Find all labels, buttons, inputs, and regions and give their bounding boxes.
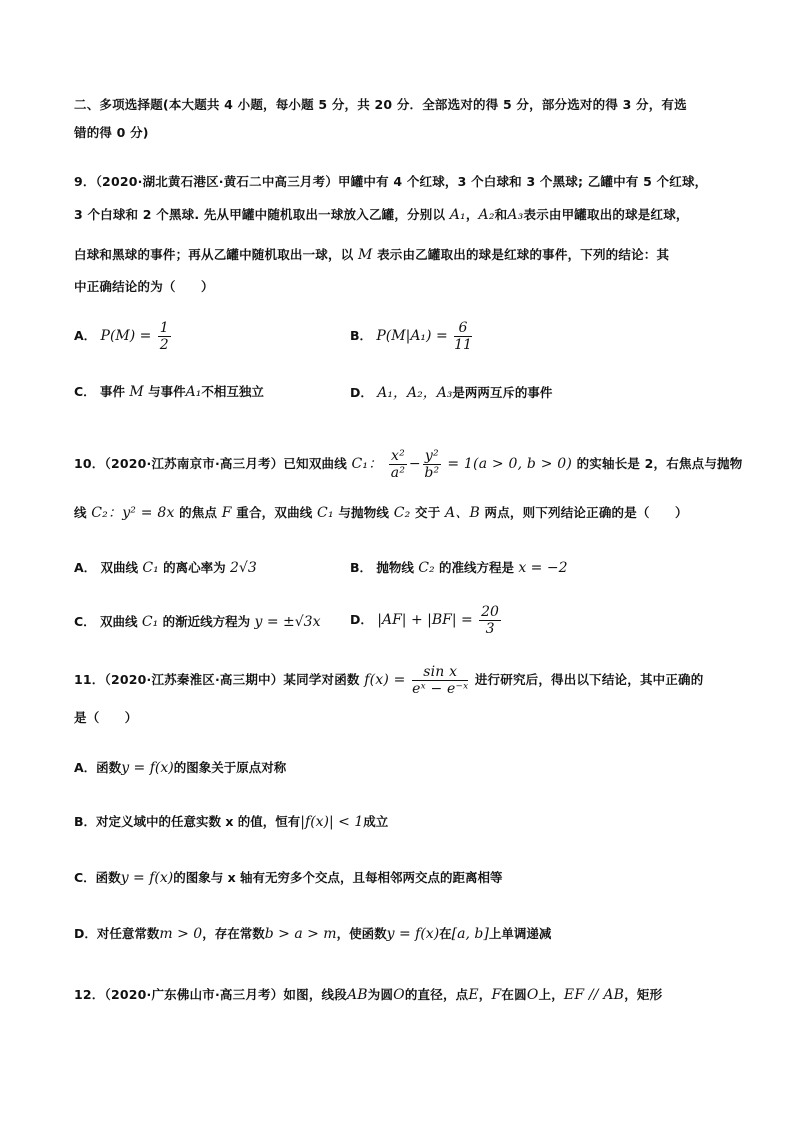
- option-text: 不相互独立: [201, 384, 264, 399]
- q12-symbol-efab: EF // AB: [563, 987, 625, 1003]
- option-math: C₁: [142, 560, 159, 576]
- q9-text: 白球和黑球的事件；再从乙罐中随机取出一球，以: [74, 247, 354, 262]
- option-text: 抛物线: [376, 560, 414, 575]
- q11-option-c: [74, 868, 503, 886]
- q12-text: 的直径，点: [404, 987, 469, 1002]
- option-math: m > 0: [159, 926, 203, 942]
- q12-text: ，矩形: [624, 987, 663, 1002]
- fraction-numerator: x²: [391, 448, 405, 464]
- q9-line-4: 中正确结论的为（ ）: [74, 279, 214, 294]
- q9-text: 表示由甲罐取出的球是红球，: [523, 207, 689, 222]
- option-text: 上单调递减: [488, 926, 552, 941]
- q9-option-a-lhs: P(M) =: [100, 328, 152, 344]
- option-text: 的准线方程是: [438, 560, 514, 575]
- q12-symbol-o: O: [526, 987, 539, 1003]
- option-text: 与事件: [148, 384, 186, 399]
- q9-option-b: [350, 320, 474, 353]
- q11-text: 11．（2020·江苏秦淮区·高三期中）某同学对函数: [74, 672, 360, 687]
- option-text: 是两两互斥的事件: [452, 385, 553, 400]
- q11-option-b: [74, 812, 388, 830]
- q10-c2-equation: C₂：y² = 8x: [91, 505, 175, 521]
- q10-symbol-f: F: [221, 505, 232, 521]
- q12-text: 在圆: [501, 987, 527, 1002]
- q9-option-a: [74, 320, 173, 353]
- option-value: y = ±√3x: [254, 614, 321, 630]
- option-text: 双曲线: [100, 560, 139, 575]
- option-label: B．: [350, 328, 373, 343]
- fraction-denominator: 3: [485, 621, 495, 637]
- q9-option-a-fraction: [158, 320, 171, 353]
- q12-text: 为圆: [367, 987, 394, 1002]
- q10-text: 的实轴长是 2，右焦点与抛物: [576, 456, 743, 471]
- q9-option-b-lhs: P(M|A₁) =: [376, 328, 448, 344]
- q10-option-a: [74, 558, 257, 576]
- option-text: 成立: [363, 814, 389, 829]
- q9-text: 和: [494, 207, 508, 222]
- q10-fraction-x: [389, 448, 407, 481]
- q9-symbol-m: M: [357, 247, 373, 263]
- q10-text: 交于: [415, 505, 441, 520]
- option-math: y = f(x): [386, 926, 440, 942]
- q12-symbol-o: O: [393, 987, 405, 1003]
- q10-text: 重合，双曲线: [236, 505, 313, 520]
- option-text: 事件: [100, 384, 126, 399]
- option-text: 的图象关于原点对称: [173, 760, 287, 775]
- fraction-numerator: 1: [159, 320, 169, 336]
- option-label: D．: [350, 385, 373, 400]
- q9-line-3: [74, 245, 669, 263]
- q12-text: 上，: [538, 987, 564, 1002]
- fraction-denominator: a²: [390, 465, 406, 481]
- q9-symbol-a1: A₁: [449, 207, 466, 223]
- q11-function-fraction: [412, 664, 468, 697]
- q12-text: 12．（2020·广东佛山市·高三月考）如图，线段: [74, 987, 347, 1002]
- q10-symbol-ab: A、B: [444, 505, 480, 521]
- q10-text: 10．（2020·江苏南京市·高三月考）已知双曲线: [74, 456, 347, 471]
- option-math: [a, b]: [451, 926, 489, 942]
- q12-line-1: [74, 985, 662, 1003]
- option-text: ，存在常数: [202, 926, 265, 941]
- option-label: A．: [74, 328, 97, 343]
- q10-option-d: [350, 604, 503, 637]
- q10-text: 两点，则下列结论正确的是（ ）: [484, 505, 688, 520]
- q10-equation-rest: = 1(a > 0, b > 0): [447, 456, 573, 472]
- q12-symbol-e: E: [468, 987, 479, 1003]
- fraction-numerator: sin x: [412, 664, 468, 681]
- q10-text: 的焦点: [179, 505, 218, 520]
- q9-line-1: 9．（2020·湖北黄石港区·黄石二中高三月考）甲罐中有 4 个红球，3 个白球和 3 个黑球; 乙罐中有 5 个红球，: [74, 174, 708, 189]
- q9-line-2: 3 个白球和 2 个黑球. 先从甲罐中随机取出一球放入乙罐，分别以 A₁，A₂和A₃表示由甲罐取出的球是红球，: [74, 207, 689, 223]
- q9-symbol-a2: A₂: [478, 207, 495, 223]
- option-text: 的离心率为: [163, 560, 226, 575]
- q11-option-a: [74, 758, 286, 776]
- fraction-numerator: y²: [424, 448, 439, 464]
- q9-text: 表示由乙罐取出的球是红球的事件，下列的结论：其: [377, 247, 670, 262]
- q10-option-b: [350, 558, 568, 576]
- option-label: C．: [74, 614, 96, 629]
- option-math: b > a > m: [264, 926, 337, 942]
- option-value: 2√3: [229, 560, 257, 576]
- option-text: C．函数: [74, 870, 121, 885]
- option-text: A．函数: [74, 760, 122, 775]
- fraction-numerator: 20: [481, 604, 499, 620]
- q9-symbol-a3: A₃: [507, 207, 524, 223]
- q11-line-2: 是（ ）: [74, 710, 138, 725]
- option-math: C₂: [418, 560, 435, 576]
- fraction-denominator: b²: [424, 465, 440, 481]
- option-math: |f(x)| < 1: [300, 814, 364, 830]
- section-header-line-1: 二、多项选择题(本大题共 4 小题，每小题 5 分，共 20 分．全部选对的得 5 分，部分选对的得 3 分，有选: [74, 97, 687, 112]
- q9-symbol-a1: A₁: [185, 384, 202, 400]
- q10-line-2: [74, 502, 688, 522]
- fraction-denominator: 2: [159, 337, 169, 353]
- q9-option-b-fraction: [454, 320, 472, 353]
- option-value: x = −2: [518, 560, 568, 576]
- q9-text: 3 个白球和 2 个黑球. 先从甲罐中随机取出一球放入乙罐，分别以: [74, 207, 446, 222]
- q10-symbol-c1: C₁: [317, 505, 334, 521]
- option-text: 的渐近线方程为: [162, 614, 251, 629]
- q12-symbol-f: F: [491, 987, 502, 1003]
- option-text: 在: [439, 926, 452, 941]
- fraction-numerator: 6: [454, 320, 472, 337]
- fraction-denominator: eˣ − e⁻ˣ: [412, 681, 469, 697]
- q12-symbol-ab: AB: [346, 987, 368, 1003]
- option-text: 的图象与 x 轴有无穷多个交点，且每相邻两交点的距离相等: [173, 870, 503, 885]
- option-label: C．: [74, 384, 96, 399]
- option-label: A．: [74, 560, 97, 575]
- q9-option-c: [74, 382, 264, 400]
- q10-option-d-fraction: [479, 604, 501, 637]
- q11-line-1: [74, 664, 703, 697]
- option-label: D．: [350, 612, 373, 627]
- option-label: B．: [350, 560, 373, 575]
- q10-line-1: 10．（2020·江苏南京市·高三月考）已知双曲线 C₁： $\frac{\text{x²}}{\text{a²}}$ − $\frac{\text{y²}}{\text{b²}}$ = 1(a > 0, b > 0) 的实轴长是 2，右焦点与抛物: [74, 448, 743, 481]
- fraction-denominator: 11: [454, 337, 472, 353]
- option-math: C₁: [141, 614, 159, 630]
- q10-text: 与抛物线: [338, 505, 390, 520]
- option-math: y = f(x): [120, 870, 174, 886]
- option-math: |AF| + |BF| =: [377, 612, 473, 628]
- q10-fraction-y: [423, 448, 441, 481]
- q10-c1: C₁：: [351, 456, 383, 472]
- option-text: ，使函数: [336, 926, 387, 941]
- q9-symbols-a123: A₁，A₂，A₃: [377, 385, 453, 401]
- q10-option-c: [74, 612, 320, 630]
- q9-symbol-m: M: [129, 384, 144, 400]
- q11-text: 进行研究后，得出以下结论，其中正确的: [474, 672, 704, 687]
- q9-option-d: [350, 382, 552, 402]
- option-text: B．对定义域中的任意实数 x 的值，恒有: [74, 814, 301, 829]
- option-text: D．对任意常数: [74, 926, 160, 941]
- option-text: 双曲线: [100, 614, 138, 629]
- q10-text: 线: [74, 505, 87, 520]
- option-math: y = f(x): [121, 760, 174, 776]
- q12-text: ，: [478, 987, 492, 1002]
- q11-function-lhs: f(x) =: [364, 672, 406, 688]
- section-header-line-2: 错的得 0 分): [74, 125, 149, 140]
- q10-symbol-c2: C₂: [393, 505, 411, 521]
- q11-option-d: [74, 924, 551, 942]
